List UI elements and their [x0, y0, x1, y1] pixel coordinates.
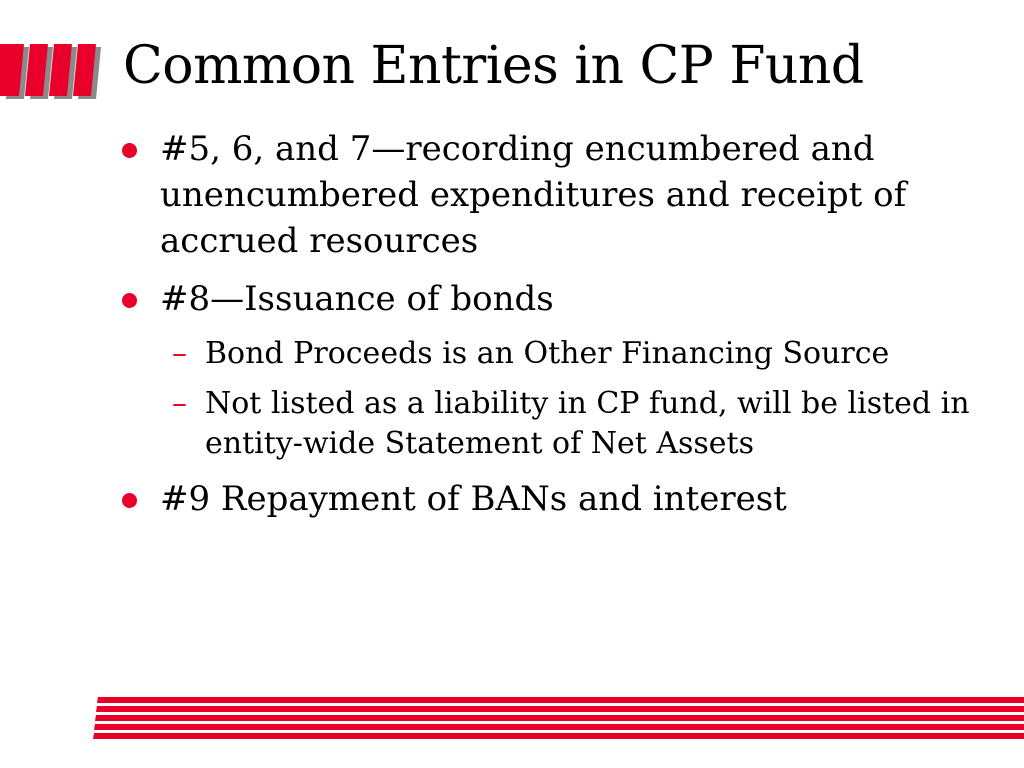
sub-bullet-list: [118, 334, 978, 464]
bullet-text: #9 Repayment of BANs and interest: [160, 479, 787, 519]
footer-stripes-icon: [92, 697, 1024, 739]
bullet-item-3: [118, 476, 978, 522]
sub-bullet-item-1: [118, 334, 978, 374]
dash-icon: –: [172, 386, 187, 421]
bullet-text: #5, 6, and 7—recording encumbered and unencumbered expenditures and receipt of accrued resources: [160, 129, 907, 261]
title-logo-bars-icon: [0, 42, 110, 100]
bullet-item-2: [118, 276, 978, 322]
bullet-list: [118, 126, 978, 534]
bullet-dot-icon: [122, 493, 137, 508]
bullet-item-1: [118, 126, 978, 264]
sub-bullet-text: Bond Proceeds is an Other Financing Source: [205, 336, 890, 371]
bullet-text: #8—Issuance of bonds: [160, 279, 554, 319]
dash-icon: –: [172, 336, 187, 371]
bullet-dot-icon: [122, 293, 137, 308]
bullet-dot-icon: [122, 143, 137, 158]
sub-bullet-text: Not listed as a liability in CP fund, will be listed in entity-wide Statement of Net Assets: [205, 386, 970, 461]
sub-bullet-item-2: [118, 384, 978, 464]
slide-title: Common Entries in CP Fund: [123, 36, 864, 96]
